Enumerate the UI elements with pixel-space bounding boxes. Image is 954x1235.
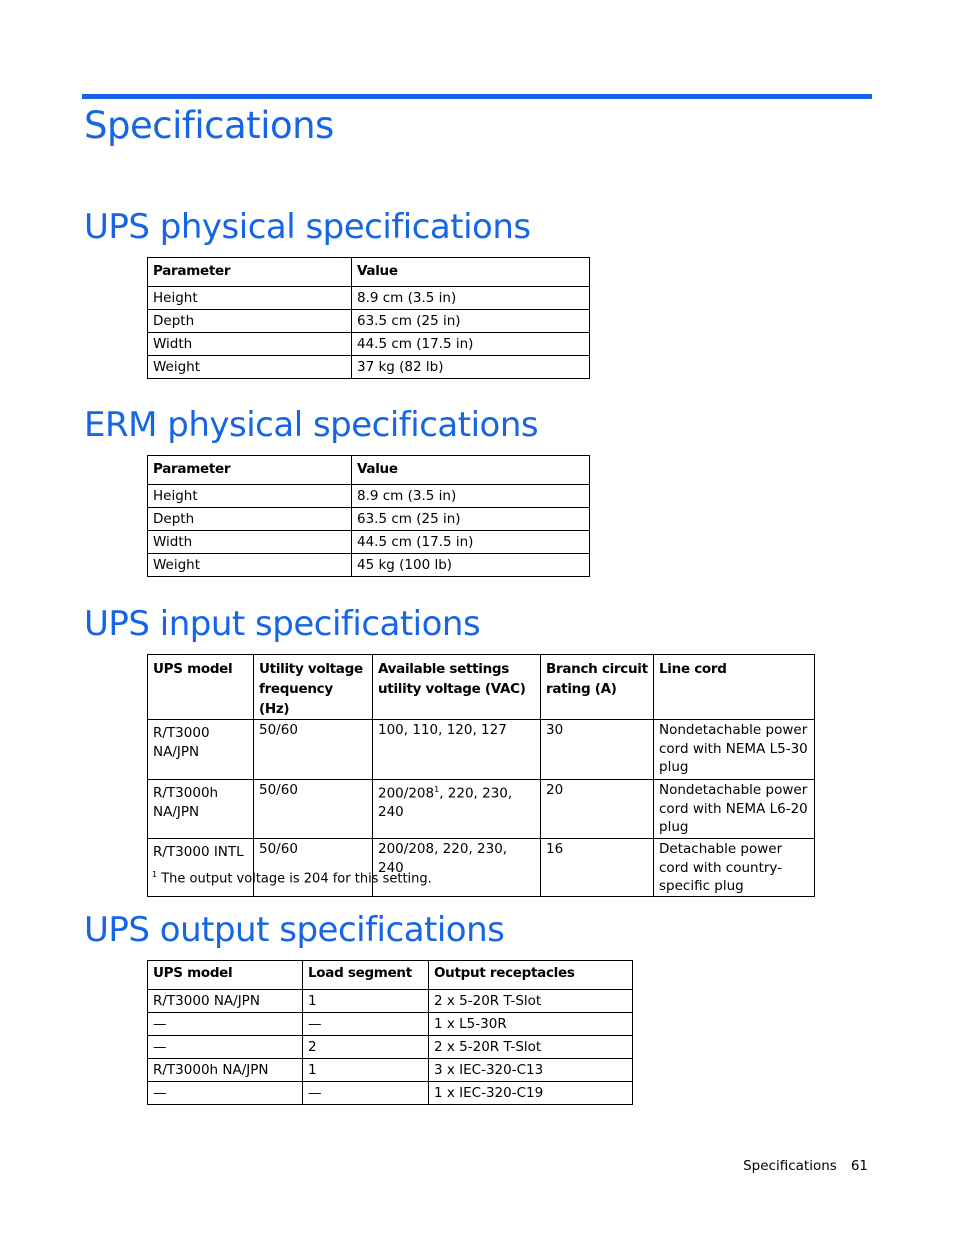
frequency-cell: 50/60 [254,780,373,839]
table-row [148,990,633,1013]
value-cell: 45 kg (100 lb) [352,554,590,577]
voltage-cell: 100, 110, 120, 127 [373,720,541,780]
table-row [148,310,590,333]
model-cell: R/T3000 NA/JPN [148,720,254,780]
page-number: 61 [850,1158,868,1174]
column-header: Line cord [654,655,815,720]
load-segment-cell: — [303,1013,429,1036]
table-row [148,1013,633,1036]
model-cell: R/T3000 INTL [148,839,254,897]
model-cell: R/T3000h NA/JPN [148,1059,303,1082]
model-cell: R/T3000 NA/JPN [148,990,303,1013]
ups-input-table [147,654,815,897]
load-segment-cell: 1 [303,990,429,1013]
ups-output-heading: UPS output specifications [84,910,505,950]
line-cord-cell: Detachable power cord with country-specific plug [654,839,815,897]
model-cell: — [148,1082,303,1105]
erm-physical-table [147,455,590,577]
table-header-row [148,961,633,990]
footnote-ref: 1 [434,785,440,794]
erm-physical-heading: ERM physical specifications [84,405,539,445]
receptacles-cell: 2 x 5-20R T-Slot [429,1036,633,1059]
voltage-text: 200/208 [378,785,435,802]
top-rule [82,94,872,99]
table-row [148,485,590,508]
column-header: Load segment [303,961,429,990]
table-header-row [148,456,590,485]
load-segment-cell: 2 [303,1036,429,1059]
load-segment-cell: 1 [303,1059,429,1082]
model-cell: — [148,1036,303,1059]
footnote-mark: 1 [152,870,158,879]
line-cord-cell: Nondetachable power cord with NEMA L5-30 plug [654,720,815,780]
value-cell: 63.5 cm (25 in) [352,508,590,531]
model-cell: — [148,1013,303,1036]
parameter-cell: Width [148,531,352,554]
column-header: Output receptacles [429,961,633,990]
voltage-text-rest: , 220, 230, 240 [378,785,513,820]
column-header: Value [352,456,590,485]
voltage-cell [373,780,541,839]
column-header: UPS model [148,961,303,990]
frequency-cell: 50/60 [254,720,373,780]
parameter-cell: Height [148,287,352,310]
table-row [148,1036,633,1059]
receptacles-cell: 3 x IEC-320-C13 [429,1059,633,1082]
line-cord-cell: Nondetachable power cord with NEMA L6-20 plug [654,780,815,839]
table-row [148,780,815,839]
ups-physical-heading: UPS physical specifications [84,207,531,247]
column-header: Value [352,258,590,287]
column-header: Available settings utility voltage (VAC) [373,655,541,720]
voltage-cell: 200/208, 220, 230, 240 [373,839,541,897]
parameter-cell: Width [148,333,352,356]
rating-cell: 30 [541,720,654,780]
frequency-cell: 50/60 [254,839,373,897]
value-cell: 63.5 cm (25 in) [352,310,590,333]
value-cell: 44.5 cm (17.5 in) [352,333,590,356]
table-header-row [148,258,590,287]
table-row [148,1059,633,1082]
value-cell: 8.9 cm (3.5 in) [352,485,590,508]
column-header: Parameter [148,258,352,287]
table-row [148,333,590,356]
value-cell: 8.9 cm (3.5 in) [352,287,590,310]
table-row [148,287,590,310]
load-segment-cell: — [303,1082,429,1105]
column-header: Parameter [148,456,352,485]
ups-output-table [147,960,633,1105]
column-header: UPS model [148,655,254,720]
table-row [148,839,815,897]
table-row [148,1082,633,1105]
receptacles-cell: 1 x L5-30R [429,1013,633,1036]
parameter-cell: Height [148,485,352,508]
model-cell: R/T3000h NA/JPN [148,780,254,839]
rating-cell: 16 [541,839,654,897]
value-cell: 44.5 cm (17.5 in) [352,531,590,554]
ups-physical-table [147,257,590,379]
footnote-text: The output voltage is 204 for this setting. [161,871,432,887]
column-header: Branch circuit rating (A) [541,655,654,720]
table-row [148,531,590,554]
page-title: Specifications [84,104,334,147]
parameter-cell: Weight [148,356,352,379]
receptacles-cell: 2 x 5-20R T-Slot [429,990,633,1013]
parameter-cell: Weight [148,554,352,577]
table-row [148,720,815,780]
parameter-cell: Depth [148,310,352,333]
parameter-cell: Depth [148,508,352,531]
ups-input-heading: UPS input specifications [84,604,481,644]
rating-cell: 20 [541,780,654,839]
table-row [148,356,590,379]
footnote [152,870,432,886]
page-footer [743,1158,868,1174]
value-cell: 37 kg (82 lb) [352,356,590,379]
receptacles-cell: 1 x IEC-320-C19 [429,1082,633,1105]
footer-section: Specifications [743,1158,837,1174]
column-header: Utility voltage frequency (Hz) [254,655,373,720]
table-header-row [148,655,815,720]
table-row [148,508,590,531]
table-row [148,554,590,577]
